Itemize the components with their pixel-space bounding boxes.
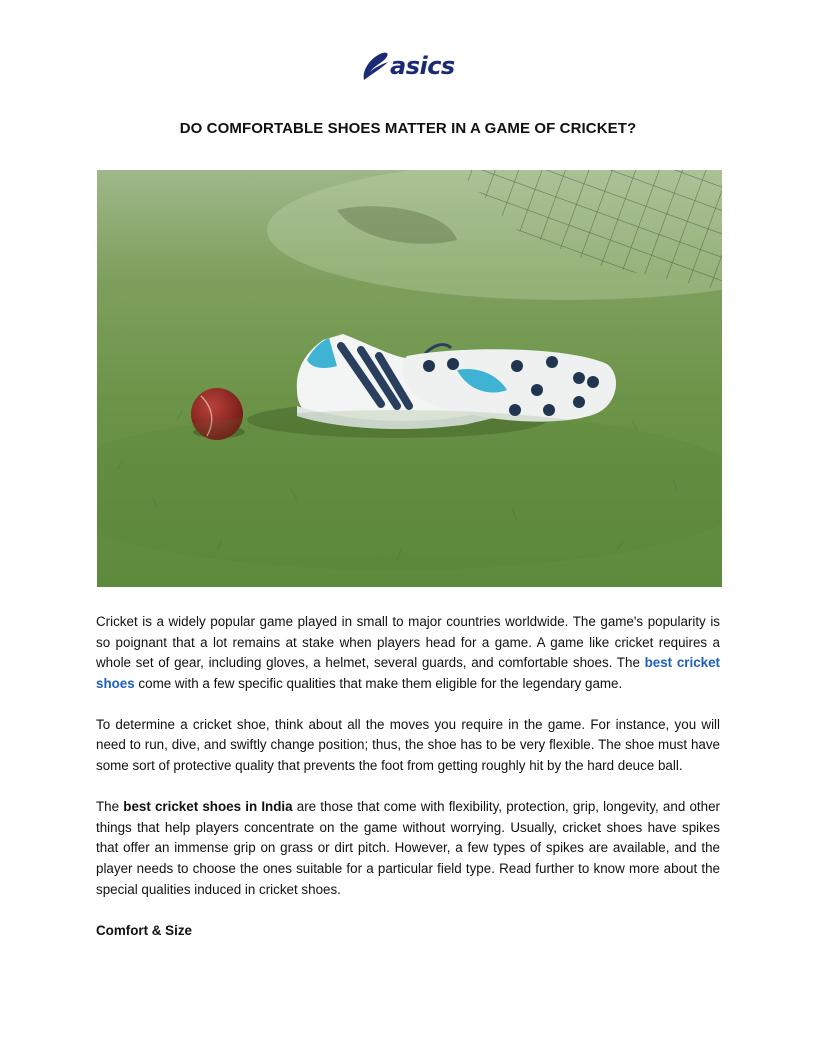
asics-stripe-icon bbox=[360, 50, 392, 84]
paragraph-best-shoes-india bbox=[96, 797, 720, 900]
bold-phrase: best cricket shoes in India bbox=[123, 799, 293, 815]
section-heading-comfort-size: Comfort & Size bbox=[96, 922, 192, 938]
asics-logo bbox=[360, 50, 454, 84]
paragraph-text: are those that come with flexibility, protection, grip, longevity, and other things that help players concentrate on the game without worrying. Usually, cricket shoes have spikes that offer an immense grip on grass or dirt pitch. However, a few types of spikes are available, and the player needs to choose the ones suitable for a particular field type. Read further to know more about the special qualities induced in cricket shoes. bbox=[96, 799, 720, 897]
article-body bbox=[96, 612, 720, 941]
page-title: DO COMFORTABLE SHOES MATTER IN A GAME OF CRICKET? bbox=[179, 120, 637, 137]
paragraph-moves: To determine a cricket shoe, think about all the moves you require in the game. For instance, you will need to run, dive, and swiftly change position; thus, the shoe has to be very flexible. The shoe must have some sort of protective quality that prevents the foot from getting roughly hit by the hard deuce ball. bbox=[96, 716, 720, 774]
paragraph-text: The bbox=[96, 799, 124, 815]
logo-wordmark: asics bbox=[390, 52, 455, 80]
paragraph-text: Cricket is a widely popular game played in small to major countries worldwide. The game's popularity is so poignant that a lot remains at stake when players head for a game. A game like cricket requires a whole set of gear, including gloves, a helmet, several guards, and comfortable shoes. The bbox=[96, 614, 720, 671]
cricket-shoes-photo bbox=[97, 170, 722, 587]
hero-image bbox=[97, 170, 722, 587]
paragraph-text: come with a few specific qualities that make them eligible for the legendary game. bbox=[134, 675, 623, 691]
paragraph-intro bbox=[96, 612, 720, 694]
best-cricket-shoes-link[interactable]: best cricket shoes bbox=[96, 655, 721, 691]
